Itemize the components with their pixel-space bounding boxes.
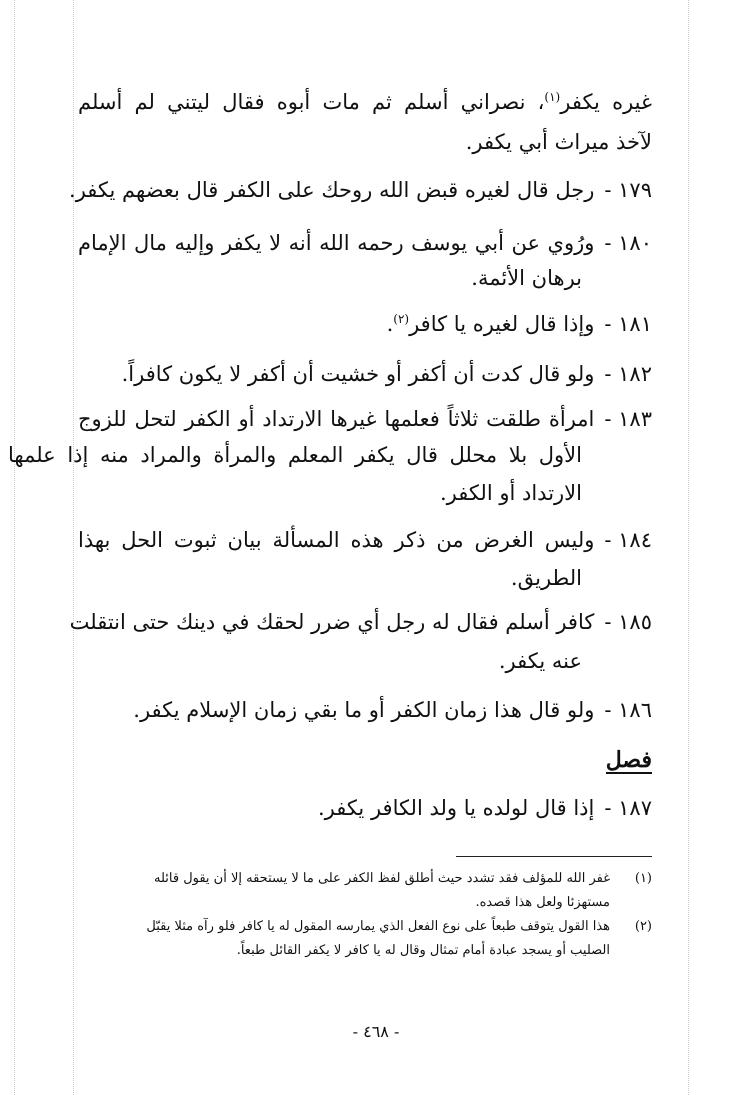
scan-artifact-line — [688, 0, 689, 1095]
section-heading: فصل — [605, 747, 652, 773]
footnote-mark: (١) — [634, 871, 652, 886]
footnote-ref-2[interactable]: (٢) — [393, 312, 410, 326]
item-179 — [69, 176, 652, 204]
item-182 — [78, 360, 652, 388]
item-number: ١٧٩ - — [604, 178, 652, 202]
item-number: ١٨٢ - — [604, 362, 652, 386]
footnote-text: غفر الله للمؤلف فقد تشدد حيث أطلق لفظ الكفر على ما لا يستحقه إلا أن يقول قائله — [154, 871, 610, 886]
item-number: ١٨٥ - — [604, 610, 652, 634]
item-text: كافر أسلم فقال له رجل أي ضرر لحقك في دينك حتى انتقلت — [69, 610, 595, 634]
item-text: إذا قال لولده يا ولد الكافر يكفر. — [317, 796, 595, 820]
item-text: . — [386, 312, 394, 336]
item-187 — [78, 794, 652, 822]
item-180 — [78, 229, 652, 257]
footnote-2-cont: الصليب أو يسجد عبادة أمام تمثال وقال له يا كافر لا يكفر القائل طبعاً. — [236, 943, 610, 958]
footnote-text: هذا القول يتوقف طبعاً على نوع الفعل الذي يمارسه المقول له يا كافر فلو رآه مثلا يقبّل — [146, 919, 610, 934]
item-185-cont: عنه يكفر. — [498, 649, 582, 673]
item-185 — [69, 608, 652, 636]
item-180-cont: برهان الأئمة. — [471, 266, 582, 290]
footnote-1-cont: مستهزئا ولعل هذا قصده. — [475, 895, 610, 910]
item-184 — [78, 526, 652, 554]
text-span: ، نصراني أسلم ثم مات أبوه فقال ليتني لم أسلم — [78, 90, 545, 114]
item-text: رجل قال لغيره قبض الله روحك على الكفر قال بعضهم يكفر. — [69, 178, 595, 202]
item-number: ١٨٤ - — [604, 528, 652, 552]
footnote-separator — [456, 856, 652, 857]
footnote-2 — [146, 917, 652, 937]
item-183-cont-1: الأول بلا محلل قال يكفر المعلم والمرأة والمراد منه إذا علمها — [8, 443, 582, 467]
scan-artifact-line — [73, 0, 74, 1095]
opening-line-1 — [78, 88, 652, 116]
item-number: ١٨١ - — [604, 312, 652, 336]
item-181 — [78, 310, 652, 338]
footnote-1 — [154, 869, 652, 889]
item-number: ١٨٠ - — [604, 231, 652, 255]
scan-artifact-line — [14, 0, 15, 1095]
item-183 — [78, 405, 652, 433]
item-text: ولو قال كدت أن أكفر أو خشيت أن أكفر لا يكون كافراً. — [121, 362, 595, 386]
opening-line-2: لآخذ ميراث أبي يكفر. — [465, 130, 652, 154]
item-183-cont-2: الارتداد أو الكفر. — [439, 481, 582, 505]
item-text: وإذا قال لغيره يا كافر — [409, 312, 595, 336]
item-text: ولو قال هذا زمان الكفر أو ما بقي زمان الإسلام يكفر. — [133, 698, 595, 722]
item-184-cont: الطريق. — [510, 566, 582, 590]
item-number: ١٨٧ - — [604, 796, 652, 820]
footnote-ref-1[interactable]: (١) — [544, 90, 561, 104]
page-number: - ٤٦٨ - — [352, 1022, 400, 1041]
item-text: ورُوي عن أبي يوسف رحمه الله أنه لا يكفر وإليه مال الإمام — [78, 231, 595, 255]
item-text: امرأة طلقت ثلاثاً فعلمها غيرها الارتداد أو الكفر لتحل للزوج — [78, 407, 595, 431]
item-186 — [78, 696, 652, 724]
text-span: غيره يكفر — [560, 90, 652, 114]
item-text: وليس الغرض من ذكر هذه المسألة بيان ثبوت الحل بهذا — [78, 528, 595, 552]
footnote-mark: (٢) — [634, 919, 652, 934]
item-number: ١٨٣ - — [604, 407, 652, 431]
item-number: ١٨٦ - — [604, 698, 652, 722]
